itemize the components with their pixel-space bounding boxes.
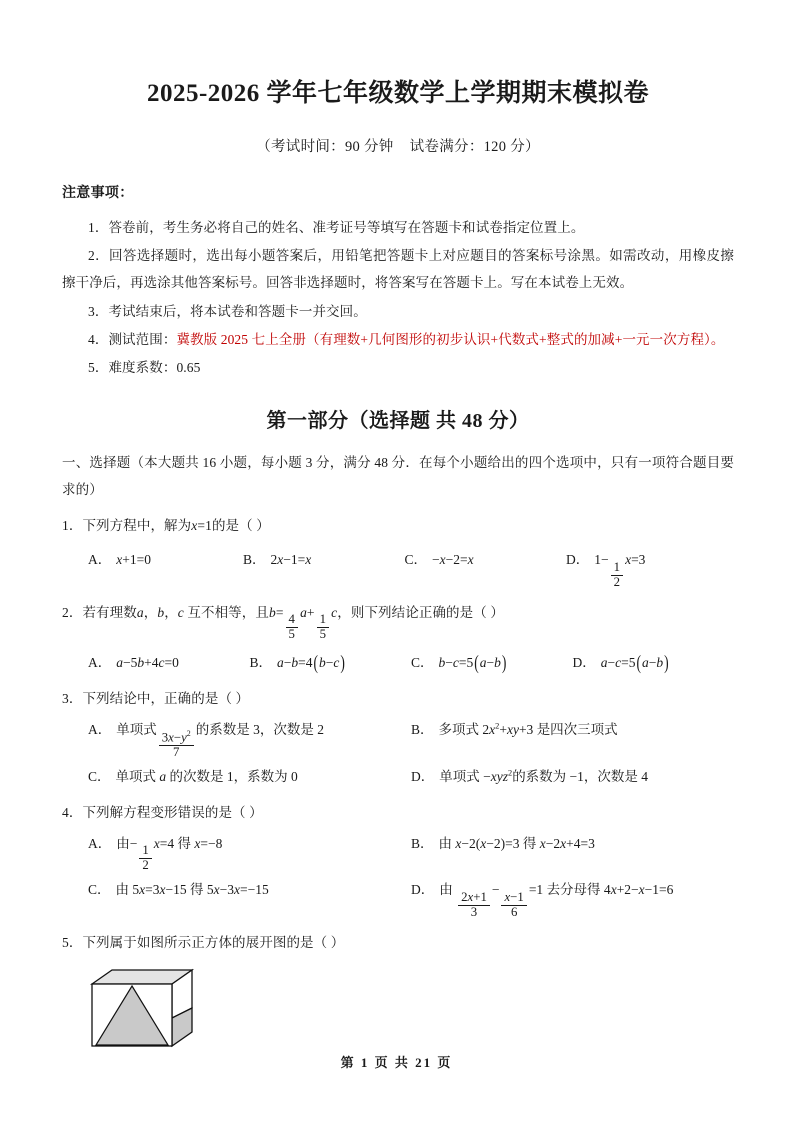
- question-2-option-a[interactable]: A． a−5b+4c=0: [88, 654, 179, 670]
- question-3-options-row1: [62, 716, 734, 759]
- page-content: [62, 78, 734, 1053]
- exam-total-score: 试卷满分：120 分）: [409, 138, 540, 155]
- question-1-options: [62, 546, 734, 589]
- question-2-option-c[interactable]: C． b−c=5(a−b): [411, 651, 507, 674]
- part-one-title: 第一部分（选择题 共 48 分）: [266, 409, 530, 432]
- question-2: [62, 600, 734, 676]
- question-3-option-d[interactable]: D． 单项式 −xyz$^2$的系数为 −1，次数是 4: [411, 768, 649, 784]
- question-5-stem-text: 下列属于如图所示正方体的展开图的是（ ）: [82, 934, 345, 950]
- notice-item-4-scope: 冀教版 2025 七上全册（有理数+几何图形的初步认识+代数式+整式的加减+一元一次方程）: [176, 332, 711, 348]
- question-3-option-rows: [62, 716, 734, 789]
- question-4-option-d[interactable]: D． 由 $\frac{2x+1}{3}$ − $\frac{x-1}{6}$ =1 去分母得 4x+2−x−1=6: [411, 882, 674, 919]
- notice-item-4-label: 4．测试范围：: [88, 332, 177, 348]
- question-3-stem-text: 下列结论中，正确的是（ ）: [82, 690, 250, 706]
- question-2-stem: 2．若有理数a，b，c 互不相等，且b= $\frac{4}{5}$ a+ $\frac{1}{5}$ c，则下列结论正确的是（ ）: [62, 604, 504, 641]
- question-5-number: 5．: [62, 934, 83, 950]
- question-2-options: [62, 649, 734, 676]
- question-1-number: 1．: [62, 517, 83, 533]
- question-2-number: 2．: [62, 604, 83, 620]
- cube-with-triangle-figure: [88, 968, 198, 1048]
- question-1-stem-post: 的是（ ）: [211, 517, 270, 533]
- question-3-option-c[interactable]: C． 单项式 a 的次数是 1，系数为 0: [88, 768, 298, 784]
- question-3-number: 3．: [62, 690, 83, 706]
- notice-item-5: 5．难度系数：0.65: [88, 360, 201, 376]
- question-1-option-a[interactable]: A． x+1=0: [88, 552, 151, 568]
- question-4-option-a[interactable]: A． 由− $\frac{1}{2}$ x=4 得 x=−8: [88, 835, 223, 873]
- question-1-stem-pre: 下列方程中，解为: [82, 517, 192, 533]
- question-2-option-d[interactable]: D． a−c=5(a−b): [572, 651, 669, 674]
- question-5: [62, 930, 734, 1053]
- question-1-option-d[interactable]: D． 1− $\frac{1}{2}$ x=3: [566, 552, 646, 589]
- notice-item-3: 3．考试结束后，将本试卷和答题卡一并交回。: [88, 303, 367, 319]
- question-2-option-b[interactable]: B． a−b=4(b−c): [249, 651, 345, 674]
- question-4-option-c[interactable]: C． 由 5x=3x−15 得 5x−3x=−15: [88, 882, 269, 898]
- question-4-stem: [62, 800, 734, 826]
- question-3-option-b[interactable]: B． 多项式 $2x^2+xy+3$ 是四次三项式: [411, 721, 618, 738]
- page-footer: 第 1 页 共 21 页: [340, 1055, 453, 1070]
- question-4-number: 4．: [62, 804, 83, 820]
- question-3-options-row2: [62, 763, 734, 790]
- notice-item-4-tail: 。: [710, 332, 725, 348]
- exam-duration: （考试时间：90 分钟: [256, 138, 394, 155]
- notice-item-4: [62, 326, 734, 353]
- question-4: [62, 800, 734, 920]
- question-4-options-row2: [62, 876, 734, 919]
- question-5-figure: [62, 968, 734, 1053]
- question-3: [62, 686, 734, 790]
- question-1-option-c[interactable]: C． −x−2=x: [404, 552, 474, 568]
- question-4-option-rows: [62, 830, 734, 920]
- exam-subtitle: [62, 135, 734, 156]
- notice-heading: 注意事项：: [62, 185, 134, 201]
- page-title: 2025-2026 学年七年级数学上学期期末模拟卷: [146, 80, 650, 107]
- question-4-option-b[interactable]: B． 由 x−2(x−2)=3 得 x−2x+4=3: [411, 835, 595, 851]
- question-3-stem: [62, 686, 734, 712]
- notice-item-2: 2．回答选择题时，选出每小题答案后，用铅笔把答题卡上对应题目的答案标号涂黑。如需改动，用橡皮擦擦干净后，再选涂其他答案标号。回答非选择题时，将答案写在答题卡上。写在本试卷上无效。: [62, 247, 734, 291]
- question-4-stem-text: 下列解方程变形错误的是（ ）: [82, 804, 263, 820]
- question-5-stem: [62, 930, 734, 956]
- notice-item-1: 1．答卷前，考生务必将自己的姓名、准考证号等填写在答题卡和试卷指定位置上。: [88, 219, 585, 235]
- section-lead-choice: 一、选择题（本大题共 16 小题，每小题 3 分，满分 48 分．在每个小题给出的四个选项中，只有一项符合题目要求的）: [62, 454, 734, 497]
- question-1: [62, 513, 734, 590]
- question-3-option-a[interactable]: A． 单项式 $\frac{3x-y^2}{7}$ 的系数是 3，次数是 2: [88, 722, 324, 759]
- question-1-stem: 1．下列方程中，解为x=1的是（ ）: [62, 517, 270, 533]
- question-1-option-b[interactable]: B． 2x−1=x: [243, 552, 312, 568]
- question-4-options-row1: [62, 830, 734, 873]
